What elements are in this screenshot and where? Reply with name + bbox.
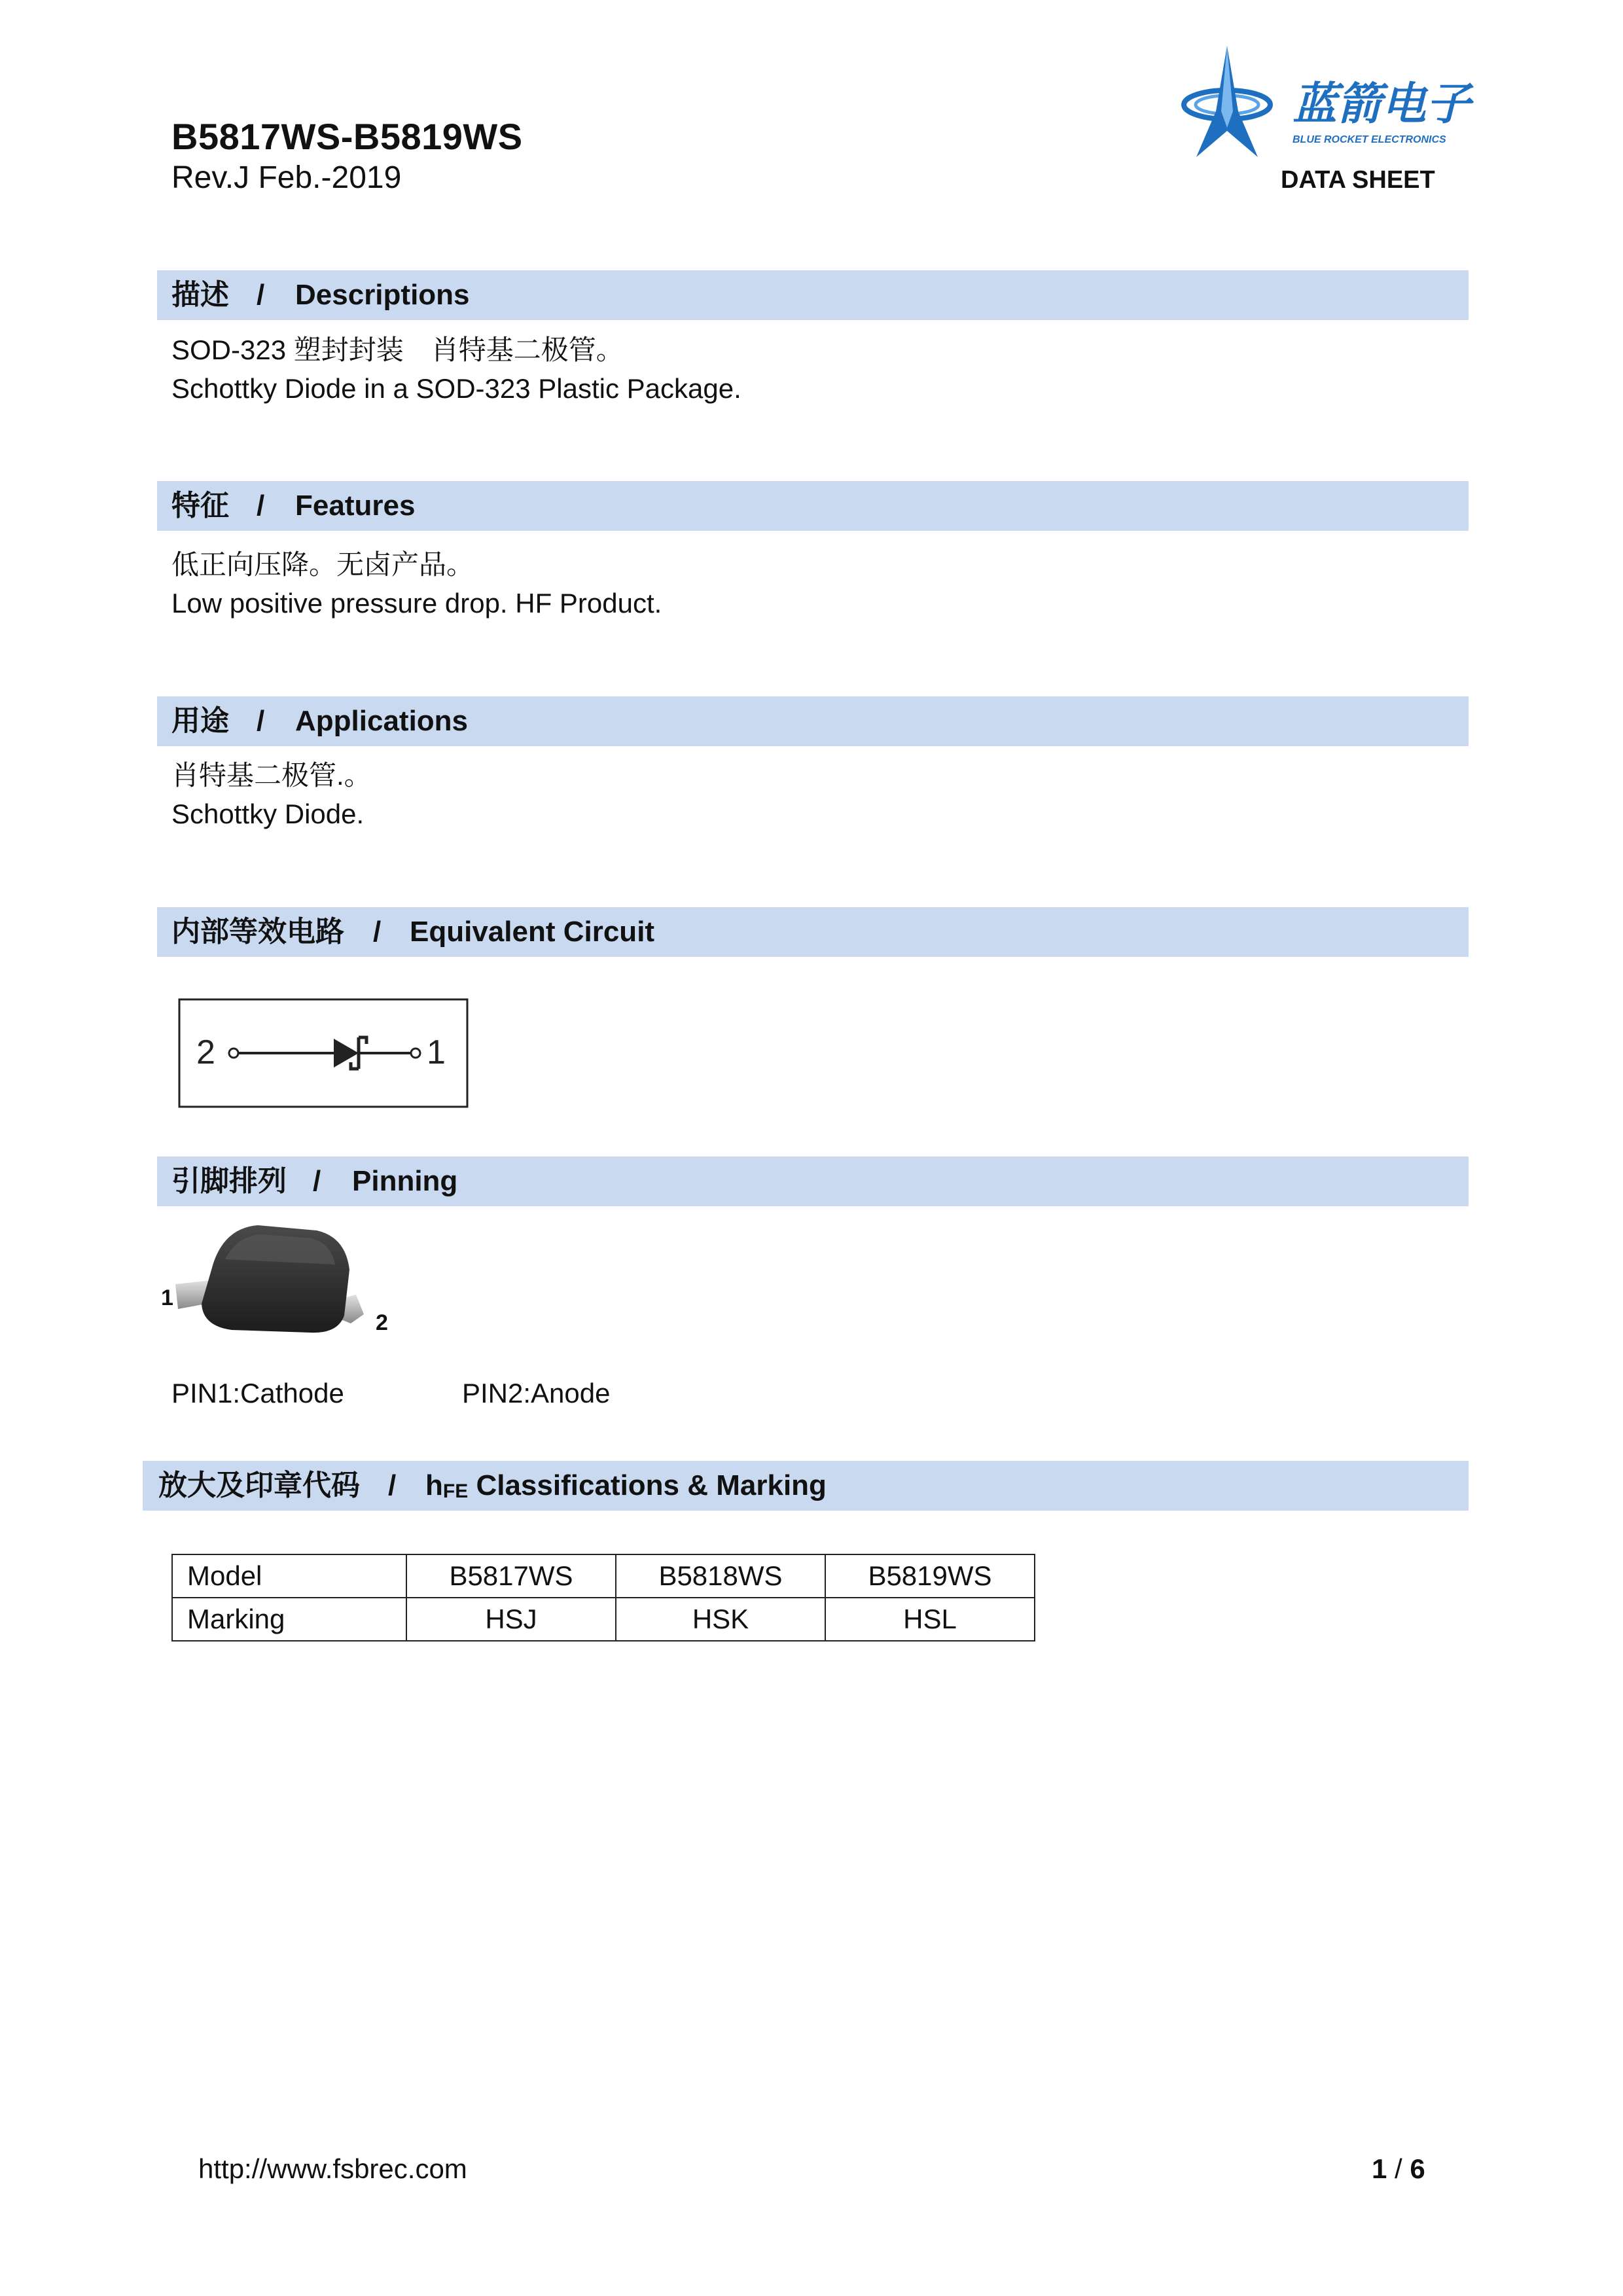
section-title-cn: 特征 [171,490,229,522]
features-cn: 低正向压降。无卤产品。 [171,549,474,580]
section-title-cn: 用途 [171,705,229,737]
table-cell: HSJ [406,1598,616,1641]
sod323-package-image [160,1217,402,1348]
pin2-description: PIN2:Anode [462,1378,611,1408]
description-en: Schottky Diode in a SOD-323 Plastic Package. [171,373,741,404]
section-bar-equivalent-circuit [157,907,1469,957]
terminal-right-icon [411,1049,420,1058]
section-bar-marking [143,1461,1469,1511]
section-title-cn: 内部等效电路 [171,916,344,948]
section-title-cn: 放大及印章代码 [158,1469,360,1501]
section-separator: / [388,1469,397,1501]
marking-table [171,1554,1035,1641]
hfe-subscript: FE [442,1480,469,1502]
table-row-model [172,1554,1035,1598]
section-separator: / [373,916,382,948]
table-cell: B5818WS [616,1554,825,1598]
data-sheet-label: DATA SHEET [1281,166,1435,194]
hfe-h: h [425,1469,443,1501]
section-bar-applications [157,696,1469,746]
table-cell: HSL [825,1598,1035,1641]
package-pin2-label: 2 [376,1310,388,1335]
rocket-icon [1184,46,1270,157]
terminal-left-icon [229,1049,238,1058]
package-pin1-label: 1 [161,1285,173,1310]
table-cell: HSK [616,1598,825,1641]
section-separator: / [257,705,265,737]
applications-cn: 肖特基二极管.。 [171,760,372,791]
circuit-pin-label-right: 1 [427,1033,446,1071]
table-cell: B5819WS [825,1554,1035,1598]
table-cell-label: Marking [172,1598,406,1641]
section-separator: / [313,1165,321,1197]
marking-title-rest: Classifications & Marking [468,1469,827,1501]
applications-en: Schottky Diode. [171,798,365,829]
table-cell-label: Model [172,1554,406,1598]
document-title: B5817WS-B5819WS [171,116,523,157]
section-separator: / [257,490,265,522]
section-title-en: Features [295,490,416,522]
equivalent-circuit-diagram [178,998,469,1108]
logo-english-name: BLUE ROCKET ELECTRONICS [1293,134,1446,145]
page-total: 6 [1410,2153,1425,2184]
blue-rocket-logo [1178,46,1479,177]
section-bar-pinning [157,1157,1469,1206]
section-title-cn: 引脚排列 [171,1165,287,1197]
description-cn: SOD-323 塑封封装 肖特基二极管。 [171,334,624,365]
page-number [1372,2153,1425,2185]
section-title-en [425,1461,827,1514]
section-title-en: Equivalent Circuit [410,916,655,948]
logo-chinese-name: 蓝箭电子 [1293,79,1471,130]
section-bar-descriptions [157,270,1469,320]
table-row-marking [172,1598,1035,1641]
section-title-en: Applications [295,705,469,737]
footer-url-link[interactable]: http://www.fsbrec.com [198,2153,467,2184]
page-separator: / [1387,2153,1410,2184]
section-separator: / [257,279,265,311]
revision-date: Rev.J Feb.-2019 [171,160,402,195]
section-bar-features [157,481,1469,531]
table-cell: B5817WS [406,1554,616,1598]
features-en: Low positive pressure drop. HF Product. [171,588,662,619]
section-title-cn: 描述 [171,279,229,311]
pin1-description: PIN1:Cathode [171,1378,344,1408]
section-title-en: Pinning [352,1165,458,1197]
circuit-pin-label-left: 2 [196,1033,215,1071]
page-current: 1 [1372,2153,1387,2184]
section-title-en: Descriptions [295,279,470,311]
